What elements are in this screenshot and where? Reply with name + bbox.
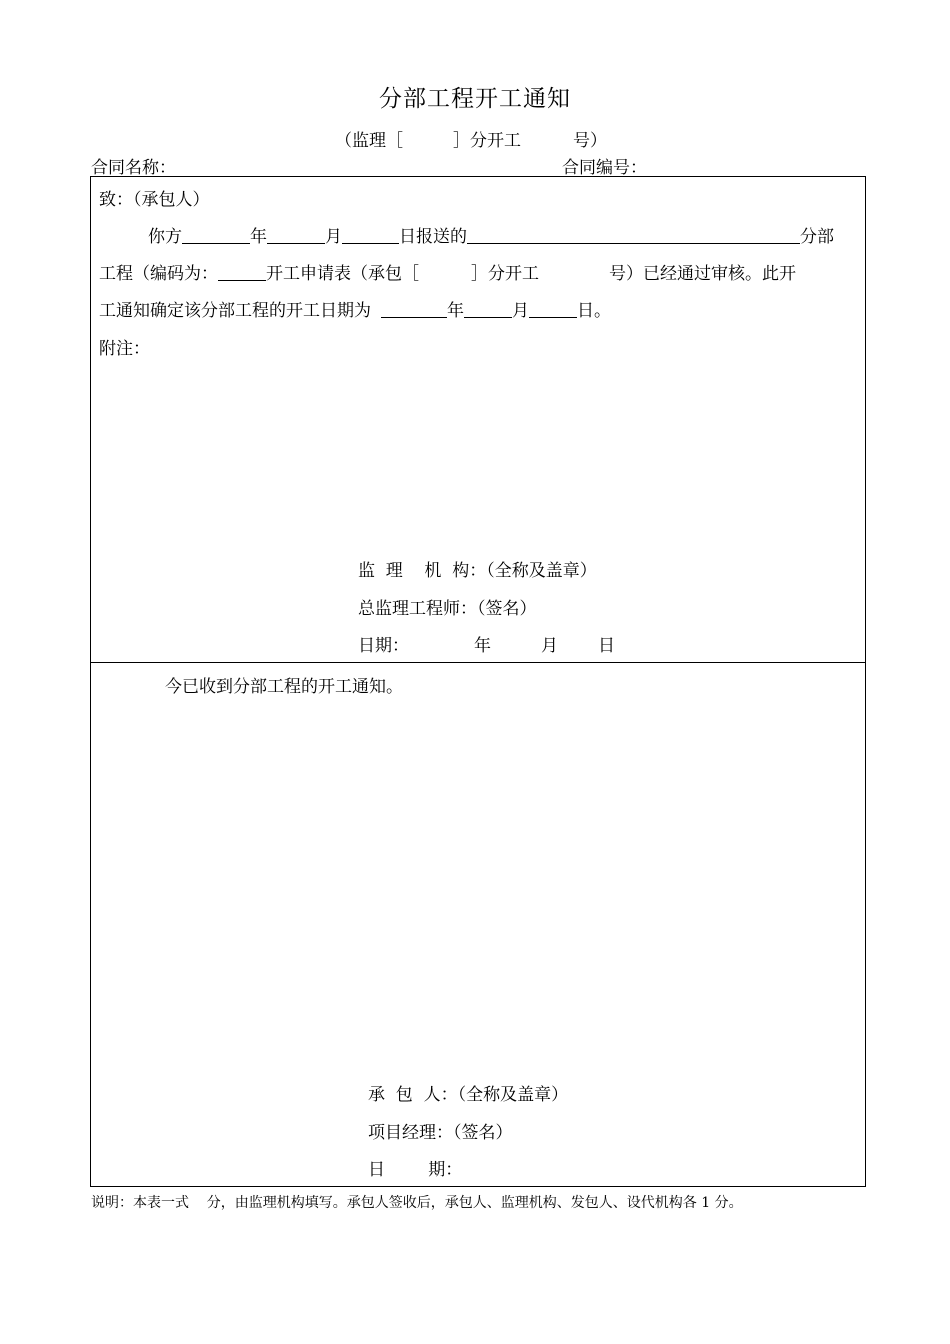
- start-month-blank[interactable]: [464, 300, 512, 318]
- form-number-prefix: （监理［: [335, 131, 403, 151]
- remark-label: 附注：: [99, 339, 150, 359]
- contractor-org-line: 承 包 人：（全称及盖章）: [368, 1085, 569, 1105]
- notice-paragraph-line-1: [148, 222, 834, 247]
- supervisor-day: 日: [598, 636, 615, 656]
- addressee: 致：（承包人）: [99, 190, 210, 210]
- supervisor-org-line: 监 理 机 构：（全称及盖章）: [358, 561, 597, 581]
- text-year: 年: [250, 227, 267, 247]
- receipt-text: 今已收到分部工程的开工通知。: [165, 677, 403, 697]
- form-number-middle: ］分开工: [453, 131, 521, 151]
- sub-project-name-blank[interactable]: [467, 226, 800, 244]
- supervisor-date-line: [358, 631, 615, 656]
- code-blank[interactable]: [218, 263, 266, 281]
- submit-month-blank[interactable]: [267, 226, 325, 244]
- start-year-blank[interactable]: [381, 300, 447, 318]
- page-title: 分部工程开工通知: [379, 86, 571, 112]
- contractor-date-line: 日 期：: [368, 1160, 463, 1180]
- text-code: 工程（编码为：: [99, 264, 218, 284]
- text-month: 月: [325, 227, 342, 247]
- text-start-work: ］分开工: [471, 264, 539, 284]
- text-start-date: 工通知确定该分部工程的开工日期为: [99, 301, 371, 321]
- contract-name-label: 合同名称：: [91, 158, 176, 178]
- supervisor-year: 年: [474, 636, 491, 656]
- text-start-month: 月: [512, 301, 529, 321]
- text-approved: 号）已经通过审核。此开: [609, 264, 796, 284]
- chief-engineer-line: 总监理工程师：（签名）: [358, 599, 537, 619]
- section-divider: [90, 662, 866, 663]
- form-number-suffix: 号）: [573, 131, 607, 151]
- project-manager-line: 项目经理：（签名）: [368, 1123, 513, 1143]
- notice-paragraph-line-2: [99, 259, 796, 284]
- contract-number-label: 合同编号：: [562, 158, 647, 178]
- submit-year-blank[interactable]: [182, 226, 250, 244]
- text-start-year: 年: [447, 301, 464, 321]
- submit-day-blank[interactable]: [342, 226, 399, 244]
- supervisor-date-label: 日期：: [358, 636, 409, 656]
- text-application: 开工申请表（承包［: [266, 264, 419, 284]
- form-number-line: [335, 126, 607, 151]
- text-submitted: 日报送的: [399, 227, 467, 247]
- start-day-blank[interactable]: [529, 300, 577, 318]
- supervisor-month: 月: [541, 636, 558, 656]
- footnote: 说明：本表一式 分，由监理机构填写。承包人签收后，承包人、监理机构、发包人、设代机构各 1 分。: [91, 1195, 743, 1211]
- text-start-day: 日。: [577, 301, 611, 321]
- text-you: 你方: [148, 227, 182, 247]
- notice-paragraph-line-3: [99, 296, 611, 321]
- text-sub-project: 分部: [800, 227, 834, 247]
